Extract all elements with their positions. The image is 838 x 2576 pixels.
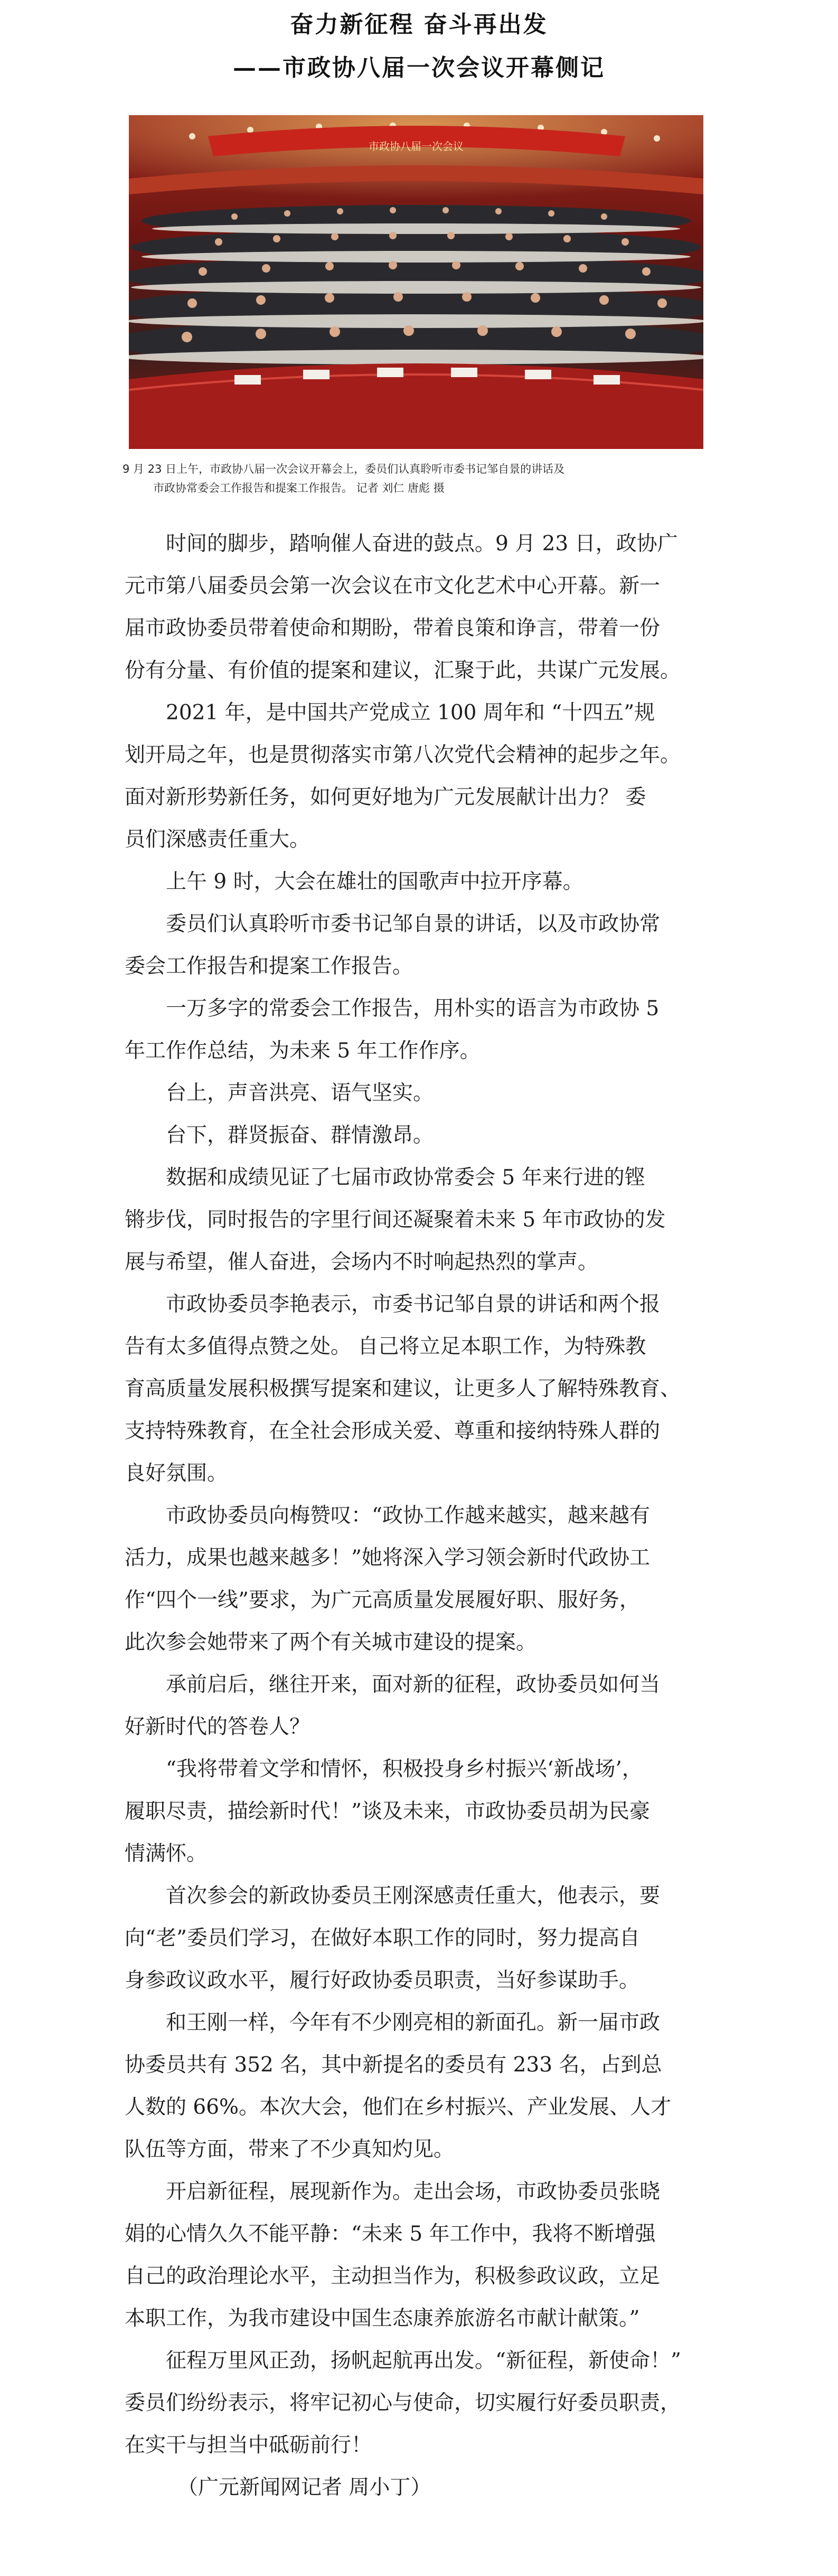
paragraph-line: 委会工作报告和提案工作报告。 [125, 954, 413, 978]
paragraph-line: 台下，群贤振奋、群情激昂。 [166, 1123, 434, 1147]
paragraph-line: 届市政协委员带着使命和期盼，带着良策和诤言，带着一份 [125, 616, 661, 640]
paragraph-line: 履职尽责，描绘新时代！”谈及未来，市政协委员胡为民豪 [125, 1800, 650, 1823]
paragraph-line: 和王刚一样，今年有不少刚亮相的新面孔。新一届市政 [166, 2011, 661, 2035]
paragraph-line: 情满怀。 [125, 1842, 208, 1866]
photo-banner-text: 市政协八届一次会议 [369, 140, 464, 153]
paragraph-line: 2021 年，是中国共产党成立 100 周年和 “十四五”规 [166, 701, 655, 725]
article-paragraph [125, 1072, 715, 1114]
paragraph-line: 娟的心情久久不能平静：“未来 5 年工作中，我将不断增强 [125, 2222, 656, 2246]
article-paragraph [125, 523, 715, 692]
article-paragraph [125, 1748, 715, 1875]
paragraph-line: 开启新征程，展现新作为。走出会场，市政协委员张晓 [166, 2180, 661, 2204]
article-body [125, 523, 715, 2509]
article-paragraph [125, 988, 715, 1072]
paragraph-line: 一万多字的常委会工作报告，用朴实的语言为市政协 5 [166, 997, 660, 1020]
paragraph-line: 面对新形势新任务，如何更好地为广元发展献计出力？ 委 [125, 785, 646, 809]
article-paragraph [125, 1284, 715, 1495]
paragraph-line: 好新时代的答卷人？ [125, 1715, 310, 1739]
paragraph-line: 征程万里风正劲，扬帆起航再出发。“新征程，新使命！” [166, 2349, 681, 2373]
paragraph-line: 份有分量、有价值的提案和建议，汇聚于此，共谋广元发展。 [125, 659, 681, 682]
paragraph-line: 此次参会她带来了两个有关城市建设的提案。 [125, 1631, 537, 1654]
paragraph-line: 市政协委员向梅赞叹：“政协工作越来越实，越来越有 [166, 1504, 650, 1528]
paragraph-line: “我将带着文学和情怀，积极投身乡村振兴‘新战场’， [166, 1757, 643, 1781]
paragraph-line: 队伍等方面，带来了不少真知灼见。 [125, 2138, 455, 2161]
article-paragraph [125, 1875, 715, 2002]
paragraph-line: 人数的 66%。本次大会，他们在乡村振兴、产业发展、人才 [125, 2095, 672, 2119]
paragraph-line: 活力，成果也越来越多！”她将深入学习领会新时代政协工 [125, 1546, 650, 1570]
article-paragraph [125, 903, 715, 988]
caption-line: 9 月 23 日上午，市政协八届一次会议开幕会上，委员们认真聆听市委书记邹自景的讲话及 [123, 463, 565, 475]
article-paragraph [125, 1664, 715, 1748]
article-paragraph [125, 1157, 715, 1284]
paragraph-line: 员们深感责任重大。 [125, 828, 310, 851]
paragraph-line: 告有太多值得点赞之处。 自己将立足本职工作，为特殊教 [125, 1335, 646, 1359]
paragraph-line: 委员们认真聆听市委书记邹自景的讲话，以及市政协常 [166, 912, 661, 936]
paragraph-line: 锵步伐，同时报告的字里行间还凝聚着未来 5 年市政协的发 [125, 1208, 666, 1232]
photo-caption [123, 460, 709, 498]
article-title: 奋力新征程 奋斗再出发 [290, 11, 548, 38]
paragraph-line: 承前启后，继往开来，面对新的征程，政协委员如何当 [166, 1673, 661, 1697]
reporter-credit: （广元新闻网记者 周小丁） [177, 2476, 431, 2499]
article-paragraph [125, 1114, 715, 1157]
paragraph-line: 在实干与担当中砥砺前行！ [125, 2433, 372, 2457]
paragraph-line: 台上，声音洪亮、语气坚实。 [166, 1081, 434, 1105]
article-paragraph [125, 1495, 715, 1664]
paragraph-line: 展与希望，催人奋进，会场内不时响起热烈的掌声。 [125, 1250, 599, 1274]
paragraph-line: 本职工作，为我市建设中国生态康养旅游名市献计献策。” [125, 2307, 640, 2330]
paragraph-line: 向“老”委员们学习，在做好本职工作的同时，努力提高自 [125, 1926, 640, 1950]
paragraph-line: 育高质量发展积极撰写提案和建议，让更多人了解特殊教育、 [125, 1377, 681, 1401]
article-subtitle: ——市政协八届一次会议开幕侧记 [233, 54, 605, 81]
caption-line: 市政协常委会工作报告和提案工作报告。 记者 刘仁 唐彪 摄 [153, 482, 445, 494]
paragraph-line: 自己的政治理论水平，主动担当作为，积极参政议政，立足 [125, 2264, 661, 2288]
paragraph-line: 协委员共有 352 名，其中新提名的委员有 233 名，占到总 [125, 2053, 662, 2077]
paragraph-line: 支持特殊教育，在全社会形成关爱、尊重和接纳特殊人群的 [125, 1419, 661, 1443]
meeting-photo [129, 115, 703, 449]
paragraph-line: 首次参会的新政协委员王刚深感责任重大，他表示，要 [166, 1884, 661, 1908]
paragraph-line: 数据和成绩见证了七届市政协常委会 5 年来行进的铿 [166, 1166, 645, 1189]
paragraph-line: 年工作作总结，为未来 5 年工作作序。 [125, 1039, 481, 1063]
paragraph-line: 身参政议政水平，履行好政协委员职责，当好参谋助手。 [125, 1969, 640, 1992]
paragraph-line: 元市第八届委员会第一次会议在市文化艺术中心开幕。新一 [125, 574, 661, 598]
paragraph-line: 市政协委员李艳表示，市委书记邹自景的讲话和两个报 [166, 1292, 661, 1316]
article-paragraph [125, 861, 715, 903]
paragraph-line: 委员们纷纷表示，将牢记初心与使命，切实履行好委员职责， [125, 2391, 681, 2415]
article-paragraph [125, 692, 715, 861]
paragraph-line: 上午 9 时，大会在雄壮的国歌声中拉开序幕。 [166, 870, 583, 894]
paragraph-line: 作“四个一线”要求，为广元高质量发展履好职、服好务， [125, 1588, 640, 1612]
article-paragraph [125, 2340, 715, 2467]
paragraph-line: 良好氛围。 [125, 1462, 228, 1485]
paragraph-line: 时间的脚步，踏响催人奋进的鼓点。9 月 23 日，政协广 [166, 532, 678, 556]
article-paragraph [125, 2171, 715, 2340]
paragraph-line: 划开局之年，也是贯彻落实市第八次党代会精神的起步之年。 [125, 743, 681, 767]
article-paragraph [125, 2002, 715, 2171]
